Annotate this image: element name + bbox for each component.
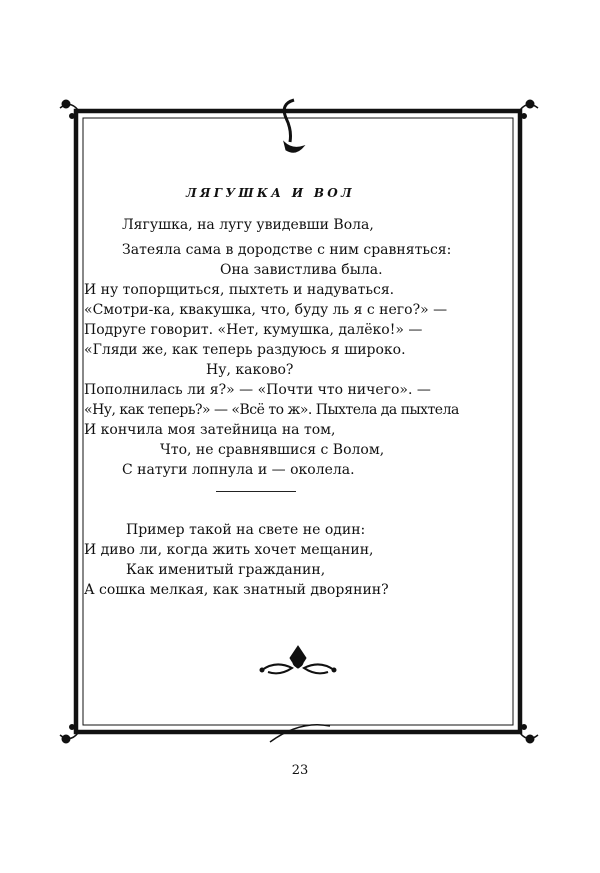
poem-line: Ну, каково? xyxy=(206,362,294,378)
moral-line: И диво ли, когда жить хочет мещанин, xyxy=(84,542,374,558)
section-divider xyxy=(216,491,296,492)
poem-line: Она завистлива была. xyxy=(220,262,383,278)
poem-line: Затеяла сама в дородстве с ним сравняться: xyxy=(122,242,452,258)
poem-line: Подруге говорит. «Нет, кумушка, далёко!» — xyxy=(84,322,423,338)
poem-line: С натуги лопнула и — околела. xyxy=(122,462,355,478)
page-number: 23 xyxy=(291,763,309,778)
poem-line: Пополнилась ли я?» — «Почти что ничего». — xyxy=(84,382,431,398)
moral-line: Как именитый гражданин, xyxy=(126,562,326,578)
poem-line: «Гляди же, как теперь раздуюсь я широко. xyxy=(84,342,406,358)
fable-title: ЛЯГУШКА И ВОЛ xyxy=(186,186,355,200)
poem-line: «Смотри-ка, квакушка, что, буду ль я с него?» — xyxy=(84,302,448,318)
moral-line: А сошка мелкая, как знатный дворянин? xyxy=(84,582,389,598)
moral-line: Пример такой на свете не один: xyxy=(126,522,366,538)
poem-line: И кончила моя затейница на том, xyxy=(84,422,336,438)
poem-line: Что, не сравнявшися с Волом, xyxy=(160,442,385,458)
poem-line: И ну топорщиться, пыхтеть и надуваться. xyxy=(84,282,395,298)
poem-line: Лягушка, на лугу увидевши Вола, xyxy=(122,217,374,233)
poem-line: «Ну, как теперь?» — «Всё то ж». Пыхтела да пыхтела xyxy=(84,402,459,418)
